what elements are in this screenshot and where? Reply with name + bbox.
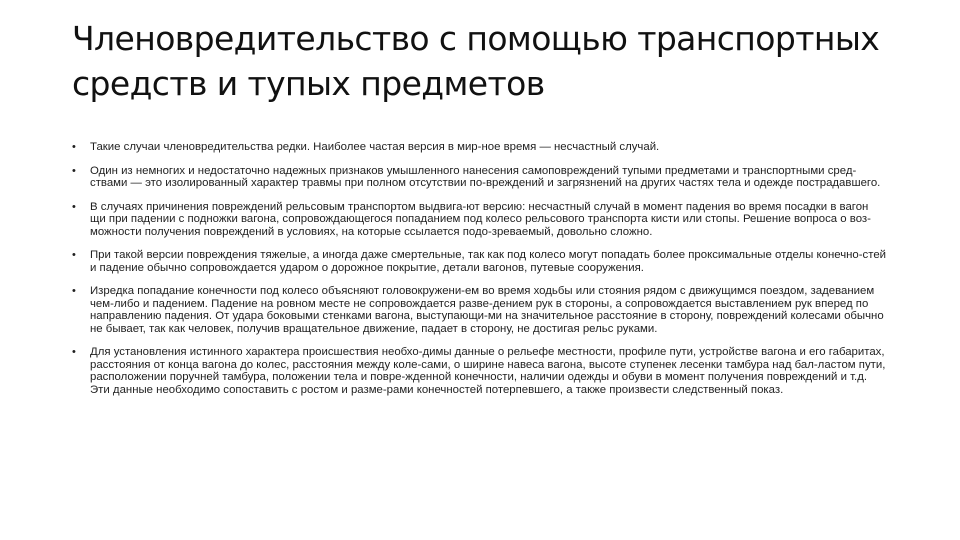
bullet-text: Один из немногих и недостаточно надежных признаков умышленного нанесения самоповреждений тупыми предметами и транспортными сред-ствами — это изолированный характер травмы при полном отсутствии по-вреждений и загрязнений на других частях тела и одежде пострадавшего. bbox=[90, 164, 881, 189]
slide-title-line-2: средств и тупых предметов bbox=[72, 64, 545, 103]
bullet-marker: • bbox=[72, 141, 76, 153]
bullet-item-1 bbox=[72, 141, 887, 154]
bullet-text: В случаях причинения повреждений рельсовым транспортом выдвига-ют версию: несчастный случай в момент падения во время посадки в вагон щи при падении с подножки вагона, сопровождающегося попаданием под колесо рельсового транспорта кисти или стопы. Решение вопроса о воз-можности получения повреждений в условиях, на которые ссылается подо-зреваемый, довольно сложно. bbox=[90, 200, 871, 238]
slide-title-line-1: Членовредительство с помощью транспортных bbox=[72, 19, 880, 58]
bullet-text: Для установления истинного характера происшествия необхо-димы данные о рельефе местности, профиле пути, устройстве вагона и его габаритах, расстояния от конца вагона до колес, расстояния между коле-сами, о ширине навеса вагона, высоте ступенек лесенки тамбура над бал-ластом пути, расположении поручней тамбура, положении тела и повре-жденной конечности, наличии одежды и обуви в момент получения повреждений и т.д. Эти данные необходимо сопоставить с ростом и разме-рами конечностей потерпевшего, а также произвести следственный показ. bbox=[90, 346, 886, 396]
bullet-text: Изредка попадание конечности под колесо объясняют головокружени-ем во время ходьбы или стояния рядом с движущимся поездом, задеванием чем-либо и падением. Падение на ровном месте не сопровождается разве-дением рук в стороны, а сопровождается выставлением рук вперед по направлению падения. От удара боковыми стенками вагона, выступающи-ми на значительное расстояние в сторону, повреждений колесами обычно не бывает, так как человек, получив вращательное движение, падает в сторону, не достигая рельс руками. bbox=[90, 285, 884, 335]
bullet-item-2 bbox=[72, 165, 887, 190]
bullet-marker: • bbox=[72, 285, 76, 297]
slide-title bbox=[72, 16, 892, 106]
bullet-item-5 bbox=[72, 285, 887, 335]
bullet-list bbox=[72, 141, 887, 407]
bullet-marker: • bbox=[72, 200, 76, 213]
bullet-item-4 bbox=[72, 249, 887, 274]
bullet-text: Такие случаи членовредительства редки. Наиболее частая версия в мир-ное время — несчастный случай. bbox=[90, 141, 660, 153]
bullet-marker: • bbox=[72, 249, 76, 261]
bullet-item-3 bbox=[72, 201, 887, 239]
bullet-item-6 bbox=[72, 346, 887, 396]
bullet-marker: • bbox=[72, 346, 76, 358]
bullet-text: При такой версии повреждения тяжелые, а иногда даже смертельные, так как под колесо могут попадать более проксимальные отделы конечно-стей и падение обычно сопровождается ударом о дорожное покрытие, детали вагонов, путевые сооружения. bbox=[90, 249, 887, 274]
bullet-marker: • bbox=[72, 164, 76, 177]
